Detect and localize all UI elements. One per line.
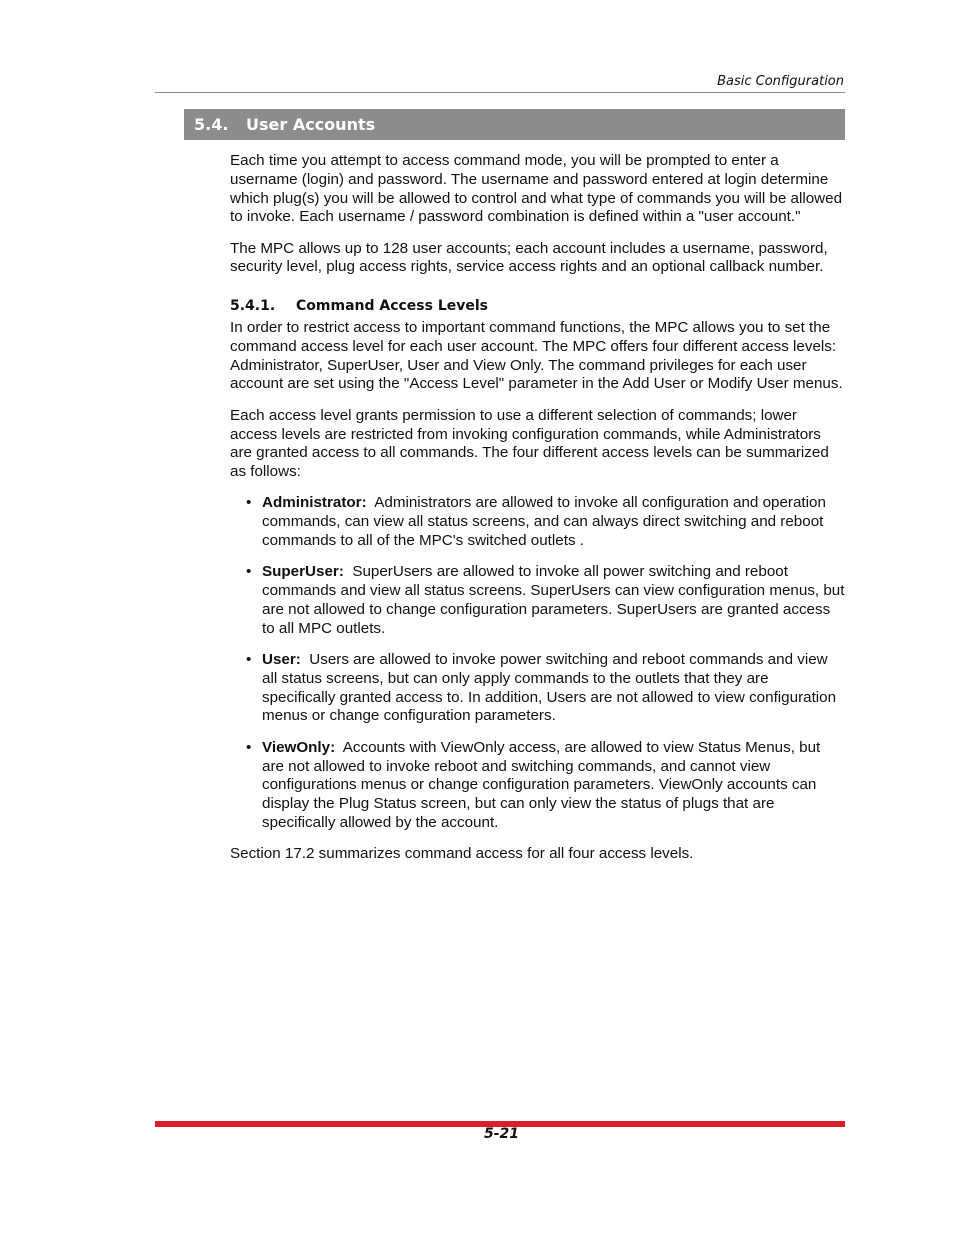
level-term: ViewOnly:	[262, 738, 336, 756]
bullet-icon: •	[246, 494, 252, 512]
access-level-list	[230, 494, 846, 832]
body-content	[230, 152, 846, 877]
section-heading-bar	[184, 109, 845, 140]
closing-paragraph: Section 17.2 summarizes command access for all four access levels.	[230, 845, 694, 863]
running-header: Basic Configuration	[717, 74, 844, 89]
subsection-title: Command Access Levels	[296, 298, 489, 315]
intro-paragraph: Each time you attempt to access command mode, you will be prompted to enter a username (login) and password. The username and password entered at login determine which plug(s) you will be allowed to control and what type of commands you will be allowed to invoke. Each username / password combination is defined within a "user account."	[230, 152, 843, 226]
level-description: SuperUsers are allowed to invoke all power switching and reboot commands and view all status screens. SuperUsers can view configuration menus, but are not allowed to change configuration parameters. SuperUsers are granted access to all MPC outlets.	[262, 563, 845, 637]
list-item-administrator	[246, 494, 846, 550]
level-term: Administrator:	[262, 494, 367, 512]
subsection-number: 5.4.1.	[230, 298, 276, 315]
bullet-icon: •	[246, 738, 252, 756]
bullet-icon: •	[246, 563, 252, 581]
section-number: 5.4.	[194, 115, 229, 134]
section-title: User Accounts	[246, 115, 376, 134]
subsection-paragraph: In order to restrict access to important command functions, the MPC allows you to set the command access level for each user account. The MPC offers four different access levels: Administrator, SuperUser, User and View Only. The command privileges for each user account are set using the "Access Level" parameter in the Add User or Modify User menus.	[230, 319, 843, 393]
level-term: User:	[262, 651, 301, 669]
intro-paragraph: The MPC allows up to 128 user accounts; each account includes a username, password, security level, plug access rights, service access rights and an optional callback number.	[230, 239, 828, 276]
subsection-heading	[230, 297, 846, 316]
list-item-superuser	[246, 563, 846, 638]
level-description: Accounts with ViewOnly access, are allowed to view Status Menus, but are not allowed to invoke reboot and switching commands, and cannot view configurations menus or change configuration parameters. ViewOnly accounts can display the Plug Status screen, but can only view the status of plugs that are specifically allowed by the account.	[262, 738, 821, 831]
subsection-paragraph: Each access level grants permission to use a different selection of commands; lower access levels are restricted from invoking configuration commands, while Administrators are granted access to all commands. The four different access levels can be summarized as follows:	[230, 406, 829, 481]
level-description: Users are allowed to invoke power switching and reboot commands and view all status screens, but can only apply commands to the outlets that they are specifically granted access to. In addition, Users are not allowed to view configuration menus or change configuration parameters.	[262, 651, 837, 725]
list-item-user	[246, 651, 846, 726]
level-description: Administrators are allowed to invoke all configuration and operation commands, can view all status screens, and can always direct switching and reboot commands to all of the MPC's switched outlets .	[262, 494, 826, 550]
level-term: SuperUser:	[262, 563, 344, 581]
bullet-icon: •	[246, 651, 252, 669]
page-number: 5-21	[484, 1126, 520, 1142]
list-item-viewonly	[246, 738, 846, 833]
header-divider	[155, 92, 845, 93]
